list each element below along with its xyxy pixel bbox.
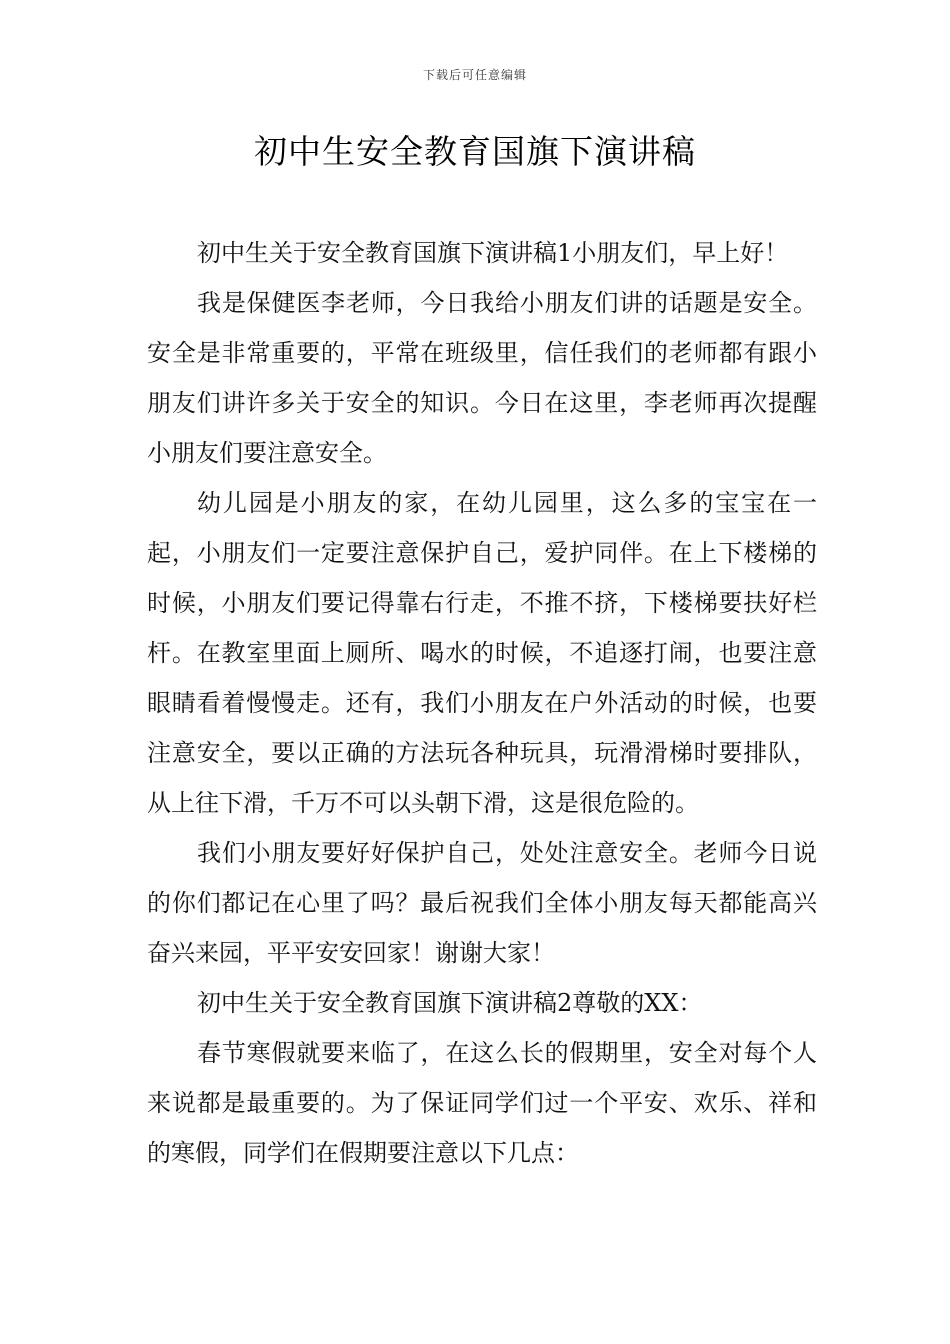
- header-note: 下载后可任意编辑: [422, 68, 527, 82]
- paragraph-2: 我是保健医李老师，今日我给小朋友们讲的话题是安全。安全是非常重要的，平常在班级里，信任我们的老师都有跟小朋友们讲许多关于安全的知识。今日在这里，李老师再次提醒小朋友们要注意安全。: [147, 289, 817, 467]
- document-body: [147, 228, 817, 1178]
- paragraph-6: 春节寒假就要来临了，在这么长的假期里，安全对每个人来说都是最重要的。为了保证同学们过一个平安、欢乐、祥和的寒假，同学们在假期要注意以下几点：: [147, 1039, 817, 1167]
- paragraph-3: 幼儿园是小朋友的家，在幼儿园里，这么多的宝宝在一起，小朋友们一定要注意保护自己，爱护同伴。在上下楼梯的时候，小朋友们要记得靠右行走，不推不挤，下楼梯要扶好栏杆。在教室里面上厕所、喝水的时候，不追逐打闹，也要注意眼睛看着慢慢走。还有，我们小朋友在户外活动的时候，也要注意安全，要以正确的方法玩各种玩具，玩滑滑梯时要排队，从上往下滑，千万不可以头朝下滑，这是很危险的。: [147, 489, 817, 817]
- paragraph-1: 初中生关于安全教育国旗下演讲稿1小朋友们，早上好！: [197, 239, 789, 267]
- document-title: 初中生安全教育国旗下演讲稿: [254, 132, 696, 171]
- paragraph-5: 初中生关于安全教育国旗下演讲稿2尊敬的XX：: [197, 989, 703, 1017]
- paragraph-4: 我们小朋友要好好保护自己，处处注意安全。老师今日说的你们都记在心里了吗？最后祝我们全体小朋友每天都能高兴奋兴来园，平平安安回家！谢谢大家！: [147, 839, 817, 967]
